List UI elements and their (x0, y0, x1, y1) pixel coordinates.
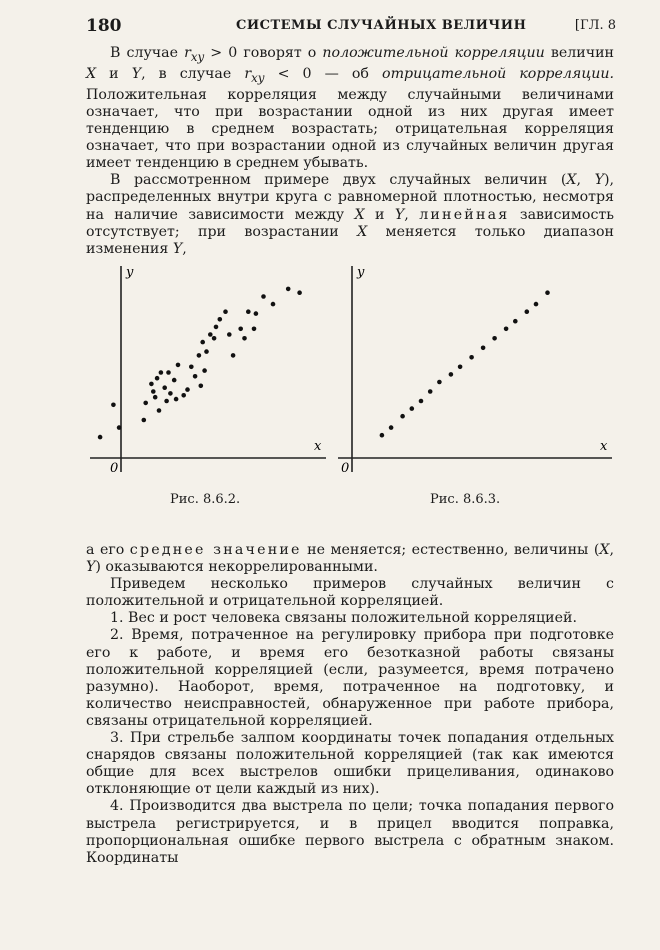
origin-label: 0 (110, 461, 119, 476)
scatter-point (153, 395, 158, 400)
scatter-point (254, 311, 259, 316)
scatter-point (172, 378, 177, 383)
paragraph: 4. Производится два выстрела по цели; точка попадания первого выстрела регистрируется, и в прицел вводится поправка, пропорциональная ошибке первого выстрела с обратным знаком. Координаты (86, 798, 614, 866)
scatter-point (286, 287, 291, 292)
scatter-point (168, 391, 173, 396)
scatter-point (481, 346, 486, 351)
scatter-point (525, 309, 530, 314)
scatter-point (166, 370, 171, 375)
page-header (86, 16, 616, 40)
scatter-point (159, 370, 164, 375)
y-axis-label: y (126, 265, 134, 280)
body-text-bottom (86, 542, 614, 867)
scatter-point (218, 317, 223, 322)
scatter-point (252, 327, 257, 332)
scatter-point (117, 425, 122, 430)
scatter-point (419, 399, 424, 404)
scatter-point (534, 302, 539, 307)
scatter-point (197, 353, 202, 358)
y-axis-label: y (357, 265, 365, 280)
scatter-point (389, 425, 394, 430)
scatter-point (297, 290, 302, 295)
scatter-point (469, 355, 474, 360)
scatter-point (142, 418, 147, 423)
scatter-point (200, 340, 205, 345)
scatter-point (513, 319, 518, 324)
scatter-point (504, 327, 509, 332)
x-axis-label: x (314, 439, 322, 454)
scatter-plot-positive-correlation (86, 262, 331, 482)
paragraph: Приведем несколько примеров случайных величин с положительной и отрицательной корреляцией. (86, 576, 614, 610)
x-axis-label: x (600, 439, 608, 454)
scatter-point (223, 309, 228, 314)
scatter-point (231, 353, 236, 358)
scatter-point (238, 327, 243, 332)
origin-label: 0 (341, 461, 350, 476)
scatter-point (151, 389, 156, 394)
scatter-point (246, 309, 251, 314)
scatter-point (449, 372, 454, 377)
scatter-point (400, 414, 405, 419)
scatter-point (242, 336, 247, 341)
paragraph: а его среднее значение не меняется; естественно, величины (X, Y) оказываются некоррелированными. (86, 542, 614, 576)
scatter-point (149, 382, 154, 387)
scatter-point (437, 380, 442, 385)
scatter-point (157, 408, 162, 413)
running-title: СИСТЕМЫ СЛУЧАЙНЫХ ВЕЛИЧИН (236, 18, 527, 33)
scatter-point (98, 435, 103, 440)
scatter-point (176, 363, 181, 368)
scatter-point (155, 376, 160, 381)
chapter-label: [ГЛ. 8 (574, 18, 616, 33)
paragraph: В случае $r_{xy} > 0$ говорят о положительной корреляции величин X и Y, в случае $r_{xy} < 0$ — об отрицательной корреляции. Положительная корреляция между случайными величинами означает, что при возрастании одной из них другая имеет тенденцию в среднем возрастать; отрицательная корреляция означает, что при возрастании одной из случайных величин другая имеет тенденцию в среднем убывать. (86, 45, 615, 172)
scatter-point (111, 403, 116, 408)
scatter-point (271, 302, 276, 307)
scatter-point (410, 406, 415, 411)
scatter-point (164, 399, 169, 404)
scatter-point (492, 336, 497, 341)
scatter-plot-linear (334, 262, 616, 482)
paragraph: 1. Вес и рост человека связаны положительной корреляцией. (110, 610, 577, 627)
scatter-point (202, 368, 207, 373)
scatter-point (162, 385, 167, 390)
body-text-top (86, 45, 614, 258)
scatter-point (545, 290, 550, 295)
scatter-point (181, 393, 186, 398)
scatter-point (208, 332, 213, 337)
scatter-point (185, 387, 190, 392)
paragraph: 2. Время, потраченное на регулировку прибора при подготовке его к работе, и время его безотказной работы связаны положительной корреляцией (если, разумеется, время потрачено разумно). Наоборот, время, потраченное на подготовку, и количество неисправностей, обнаруженное при работе прибора, связаны отрицательной корреляцией. (86, 627, 614, 729)
scatter-point (428, 389, 433, 394)
scatter-point (261, 294, 266, 299)
scatter-point (193, 374, 198, 379)
scatter-point (458, 365, 463, 370)
scatter-point (204, 349, 209, 354)
scatter-point (199, 384, 204, 389)
scatter-point (380, 433, 385, 438)
scatter-point (143, 401, 148, 406)
scatter-point (189, 365, 194, 370)
page-number: 180 (86, 16, 122, 36)
scatter-point (212, 336, 217, 341)
scatter-point (227, 332, 232, 337)
paragraph: 3. При стрельбе залпом координаты точек попадания отдельных снарядов связаны положительной корреляцией (так как имеются общие для всех выстрелов ошибки прицеливания, одинаково отклоняющие от цели каждый из них). (86, 730, 614, 798)
scatter-point (174, 397, 179, 402)
figure-caption-2: Рис. 8.6.3. (430, 492, 501, 507)
paragraph: В рассмотренном примере двух случайных величин (X, Y), распределенных внутри круга с равномерной плотностью, несмотря на наличие зависимости между X и Y, линейная зависимость отсутствует; при возрастании X меняется только диапазон изменения Y, (86, 172, 614, 257)
figure-caption-1: Рис. 8.6.2. (170, 492, 241, 507)
scatter-point (214, 325, 219, 330)
